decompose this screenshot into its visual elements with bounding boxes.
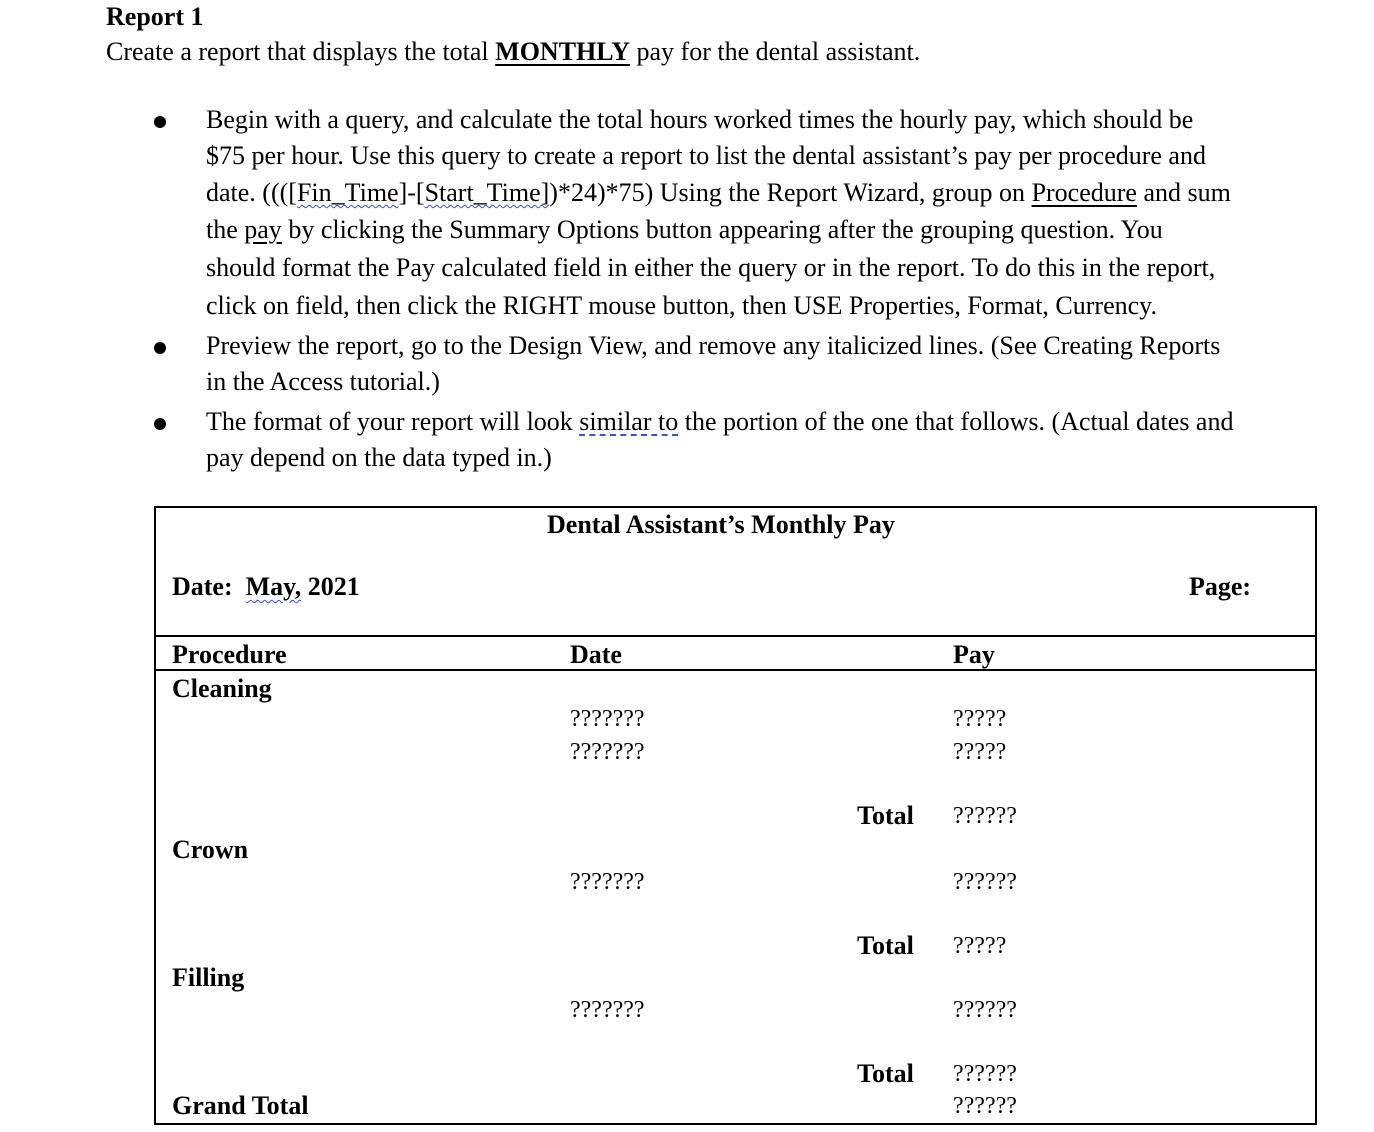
formula-part: ]-[ <box>398 178 425 207</box>
column-header-procedure: Procedure <box>172 640 287 669</box>
text-part: the <box>206 215 245 244</box>
similar-to-term: similar to <box>579 407 679 436</box>
row-date: ??????? <box>570 869 645 895</box>
date-label: Date: <box>172 572 233 601</box>
group-total-value: ?????? <box>953 803 1017 829</box>
bullet1-line1: Begin with a query, and calculate the total hours worked times the hourly pay, which should be <box>206 105 1194 134</box>
formula-end: and sum <box>1136 178 1231 207</box>
grand-total-value: ?????? <box>953 1093 1017 1119</box>
report-heading: Report 1 <box>106 2 204 31</box>
start-time-field: Start_Time] <box>424 178 550 207</box>
bullet2-line1: Preview the report, go to the Design View, and remove any italicized lines. (See Creating Reports <box>206 331 1221 360</box>
text-part: the portion of the one that follows. (Actual dates and <box>678 407 1234 436</box>
bullet1-line5: should format the Pay calculated field in either the query or in the report. To do this in the report, <box>206 253 1216 282</box>
report-title: Dental Assistant’s Monthly Pay <box>547 510 895 539</box>
date-year: 2021 <box>307 572 360 601</box>
bullet3-line2: pay depend on the data typed in.) <box>206 443 552 472</box>
row-pay: ????? <box>953 706 1007 732</box>
header-divider <box>154 635 1317 637</box>
group-name: Crown <box>172 835 249 864</box>
group-name: Cleaning <box>172 674 272 703</box>
procedure-term: Procedure <box>1031 178 1137 207</box>
bullet-icon <box>154 116 166 128</box>
intro-suffix: pay for the dental assistant. <box>630 37 921 66</box>
group-name: Filling <box>172 963 245 992</box>
column-header-pay: Pay <box>953 640 995 669</box>
bullet-icon <box>154 418 166 430</box>
text-part: The format of your report will look <box>206 407 580 436</box>
text-part: by clicking the Summary Options button appearing after the grouping question. You <box>281 215 1163 244</box>
row-date: ??????? <box>570 706 645 732</box>
date-month: May, <box>245 572 302 601</box>
group-total-label: Total <box>857 1059 914 1088</box>
bullet1-line6: click on field, then click the RIGHT mouse button, then USE Properties, Format, Currency. <box>206 291 1157 320</box>
row-pay: ????? <box>953 739 1007 765</box>
fin-time-field: Fin_Time <box>296 178 399 207</box>
bullet3-line1 <box>206 407 1233 437</box>
intro-prefix: Create a report that displays the total <box>106 37 496 66</box>
bullet2-line2: in the Access tutorial.) <box>206 367 440 396</box>
column-header-divider <box>154 669 1317 671</box>
page-label: Page: <box>1189 572 1252 601</box>
pay-term: pay <box>244 215 282 244</box>
row-pay: ?????? <box>953 997 1017 1023</box>
report-date <box>172 572 360 602</box>
group-total-label: Total <box>857 801 914 830</box>
intro-text <box>106 37 920 67</box>
bullet1-line3 <box>206 178 1231 208</box>
group-total-value: ????? <box>953 933 1007 959</box>
bullet1-line2: $75 per hour. Use this query to create a report to list the dental assistant’s pay per procedure and <box>206 141 1206 170</box>
row-pay: ?????? <box>953 869 1017 895</box>
row-date: ??????? <box>570 739 645 765</box>
intro-emphasis: MONTHLY <box>495 37 630 66</box>
row-date: ??????? <box>570 997 645 1023</box>
grand-total-label: Grand Total <box>172 1091 309 1120</box>
group-total-label: Total <box>857 931 914 960</box>
bullet-icon <box>154 342 166 354</box>
group-total-value: ?????? <box>953 1061 1017 1087</box>
column-header-date: Date <box>570 640 622 669</box>
formula-rest: )*24)*75) Using the Report Wizard, group on <box>549 178 1032 207</box>
bullet1-line4 <box>206 215 1163 245</box>
formula-part: date. ((([ <box>206 178 297 207</box>
